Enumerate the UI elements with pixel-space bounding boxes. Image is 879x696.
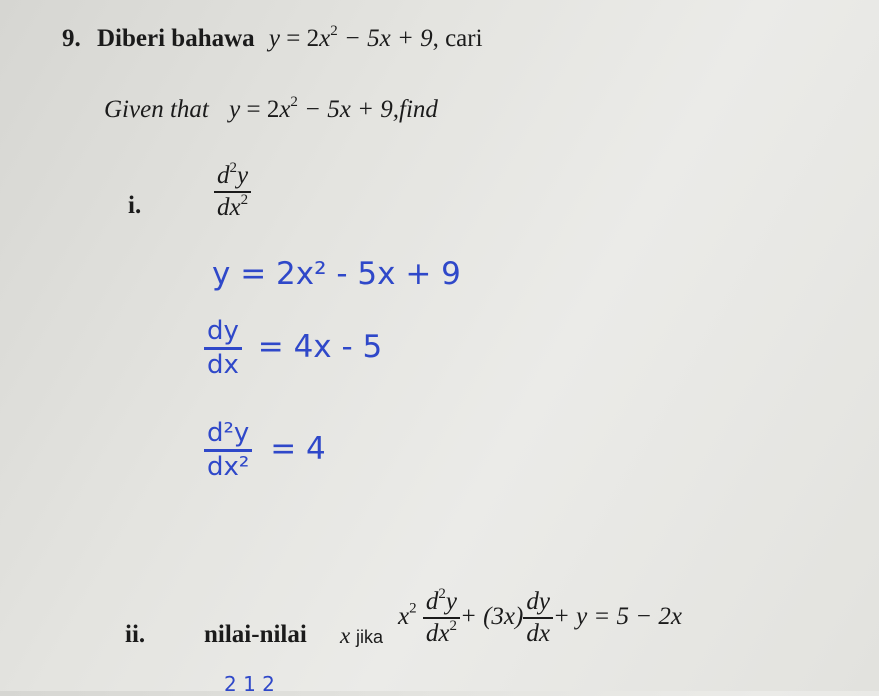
working-line-2 bbox=[204, 318, 382, 380]
second-derivative-result: = 4 bbox=[270, 431, 326, 468]
question-intro-malay: Diberi bahawa bbox=[97, 25, 255, 52]
second-derivative-fraction: $\frac{d^2y}{dx^2}$ bbox=[214, 163, 251, 222]
de-second-derivative-fraction: $\frac{d^2y}{dx^2}$ bbox=[423, 589, 460, 648]
given-equation-english: $y = 2x^2 - 5x + 9$ bbox=[229, 93, 393, 123]
working-line-3 bbox=[204, 420, 326, 482]
differential-equation: $x^2$ $\frac{d^2y}{dx^2}$ + (3x) $\frac{dy}{dx}$ + y = 5 − 2x bbox=[398, 585, 683, 648]
part-ii-text: nilai-nilai bbox=[204, 621, 307, 648]
part-ii-variable-clause: x jika bbox=[340, 623, 383, 648]
first-derivative-fraction: $\frac{dy}{dx}$ bbox=[204, 318, 242, 380]
question-number: 9. bbox=[62, 25, 81, 52]
question-line-malay bbox=[62, 22, 483, 53]
part-i-label: i. bbox=[128, 192, 142, 219]
given-equation-malay: $y = 2x^2 - 5x + 9$ bbox=[268, 22, 433, 52]
working-line-1: y = 2x² - 5x + 9 bbox=[212, 256, 461, 292]
first-derivative-result: = 4x - 5 bbox=[257, 329, 383, 366]
second-derivative-working-fraction: $\frac{\text{d²y}}{\text{dx²}}$ bbox=[204, 420, 252, 482]
question-suffix-english: ,find bbox=[392, 96, 438, 123]
part-ii-label: ii. bbox=[125, 621, 146, 648]
de-first-derivative-fraction: $\frac{dy}{dx}$ bbox=[523, 589, 553, 648]
question-line-english bbox=[104, 93, 438, 124]
question-intro-english: Given that bbox=[104, 96, 209, 123]
part-i-expression bbox=[214, 159, 251, 222]
question-suffix-malay: , cari bbox=[432, 25, 483, 52]
cutoff-handwriting: 2 1 2 bbox=[224, 672, 275, 696]
